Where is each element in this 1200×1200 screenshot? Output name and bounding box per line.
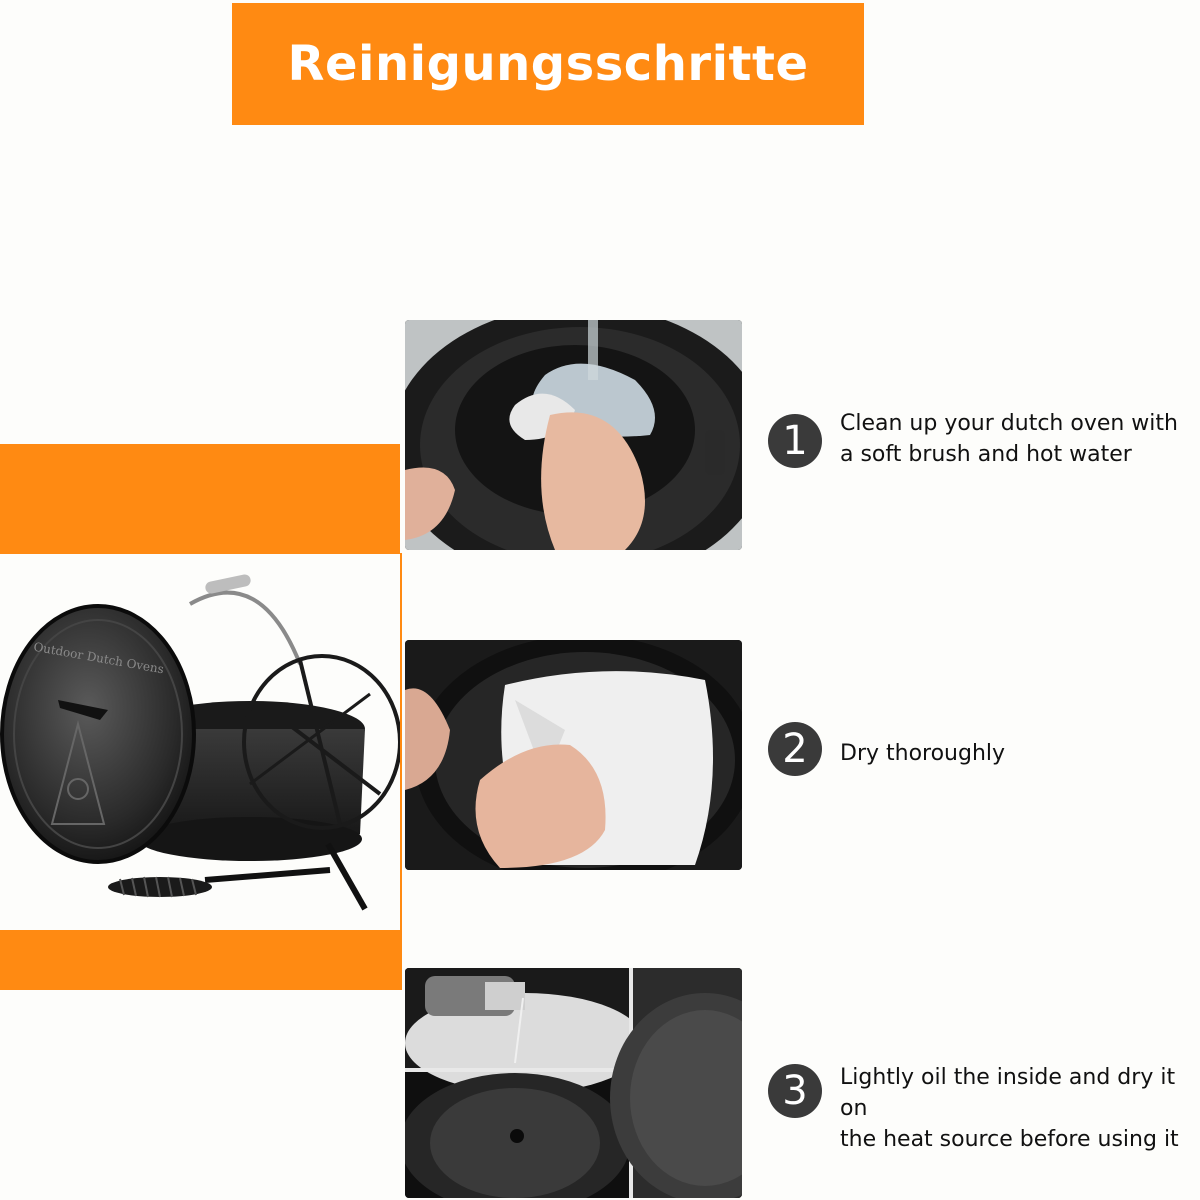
accent-band-top <box>0 444 400 554</box>
step-2-description <box>840 738 1195 769</box>
accent-band-bottom <box>0 930 400 990</box>
step-text-line: a soft brush and hot water <box>840 442 1132 467</box>
step-text-line: the heat source before using it <box>840 1127 1179 1152</box>
title-banner <box>232 3 864 125</box>
drying-pot-photo <box>405 640 742 870</box>
step-1-description <box>840 408 1195 470</box>
step-text-line: Lightly oil the inside and dry it on <box>840 1065 1176 1121</box>
step-text-line: Clean up your dutch oven with <box>840 411 1178 436</box>
step-3-description <box>840 1062 1198 1155</box>
step-text-line: Dry thoroughly <box>840 741 1006 766</box>
oiling-pot-photo <box>405 968 742 1198</box>
washing-pot-photo <box>405 320 742 550</box>
lid-engraving: Outdoor Dutch Ovens <box>32 639 165 677</box>
step-number-badge: 1 <box>768 414 822 468</box>
product-image <box>0 554 400 930</box>
step-number-badge: 2 <box>768 722 822 776</box>
page-title: Reinigungsschritte <box>287 36 809 92</box>
accent-divider <box>400 553 402 990</box>
step-number-badge: 3 <box>768 1064 822 1118</box>
